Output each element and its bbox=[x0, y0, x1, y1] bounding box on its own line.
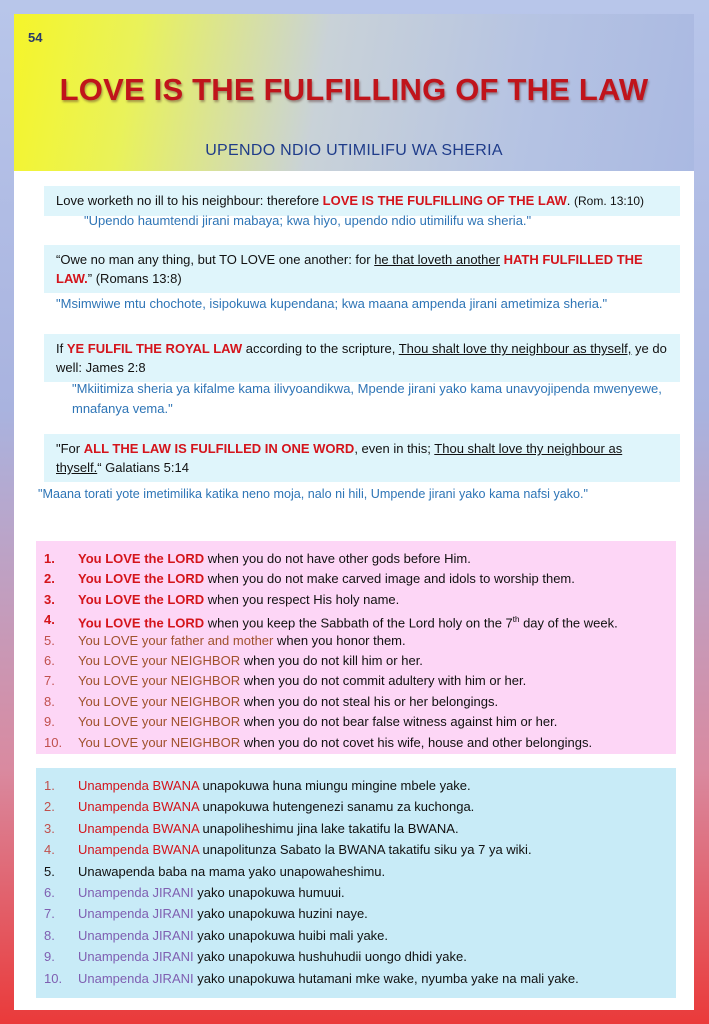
list-keyword: You LOVE your NEIGHBOR bbox=[78, 734, 241, 750]
verse-text: , even in this; bbox=[354, 441, 435, 456]
list-item bbox=[36, 947, 676, 968]
list-number: 5. bbox=[44, 632, 55, 648]
verse-text: . bbox=[566, 193, 575, 208]
list-item bbox=[36, 590, 676, 610]
list-item bbox=[36, 651, 676, 671]
list-superscript: th bbox=[512, 615, 520, 625]
list-text: when you do not kill him or her. bbox=[240, 652, 423, 668]
list-text: day of the week. bbox=[519, 615, 618, 631]
list-keyword: You LOVE the LORD bbox=[78, 591, 205, 607]
verse-box-4 bbox=[44, 434, 680, 482]
list-number: 9. bbox=[44, 949, 55, 965]
verse-text: “Owe no man any thing, but TO LOVE one another: for bbox=[56, 252, 375, 267]
verse-text: “ Galatians 5:14 bbox=[97, 460, 189, 475]
list-item bbox=[36, 671, 676, 691]
list-item bbox=[36, 692, 676, 712]
list-keyword: You LOVE the LORD bbox=[78, 615, 205, 631]
list-keyword: You LOVE your NEIGHBOR bbox=[78, 652, 241, 668]
list-number: 10. bbox=[44, 734, 63, 750]
verse-underlined: Thou shalt love thy neighbour as thyself. bbox=[56, 441, 623, 475]
list-text: when you do not commit adultery with him or her. bbox=[240, 673, 527, 689]
list-item bbox=[36, 569, 676, 589]
verse-translation-4: "Maana torati yote imetimilika katika neno moja, nalo ni hili, Umpende jirani yako kama nafsi yako." bbox=[38, 487, 589, 501]
list-keyword: Unampenda BWANA bbox=[78, 820, 199, 836]
verse-highlight: YE FULFIL THE ROYAL LAW bbox=[66, 341, 243, 356]
list-number: 8. bbox=[44, 693, 55, 709]
list-item bbox=[36, 883, 676, 904]
verse-text: Love worketh no ill to his neighbour: therefore bbox=[56, 193, 323, 208]
verse-text: ” (Romans 13:8) bbox=[87, 271, 182, 286]
list-item bbox=[36, 610, 676, 630]
verse-underlined: he that loveth another bbox=[374, 252, 500, 267]
list-text: yako unapokuwa huzini naye. bbox=[193, 906, 368, 922]
list-item bbox=[36, 776, 676, 797]
list-text: when you respect His holy name. bbox=[204, 591, 400, 607]
page-title: LOVE IS THE FULFILLING OF THE LAW bbox=[59, 72, 649, 107]
verse-highlight: ALL THE LAW IS FULFILLED IN ONE WORD bbox=[83, 441, 355, 456]
list-number: 2. bbox=[44, 799, 55, 815]
list-item bbox=[36, 969, 676, 990]
list-keyword: Unampenda JIRANI bbox=[78, 927, 194, 943]
list-number: 7. bbox=[44, 673, 55, 689]
verse-reference: (Rom. 13:10) bbox=[574, 194, 645, 208]
swahili-commandments-list bbox=[36, 768, 676, 998]
verse-text: "For bbox=[56, 441, 84, 456]
list-item bbox=[36, 712, 676, 732]
list-number: 4. bbox=[44, 612, 55, 628]
list-text: yako unapokuwa hutamani mke wake, nyumba yake na mali yake. bbox=[193, 970, 579, 986]
list-keyword: Unampenda JIRANI bbox=[78, 949, 194, 965]
verse-translation-3: "Mkiitimiza sheria ya kifalme kama ilivyoandikwa, Mpende jirani yako kama unavyojipenda mwenyewe, mnafanya vema." bbox=[72, 381, 662, 416]
list-text: unapokuwa hutengenezi sanamu za kuchonga. bbox=[198, 799, 475, 815]
list-keyword: Unampenda JIRANI bbox=[78, 906, 194, 922]
list-number: 5. bbox=[44, 863, 55, 879]
list-keyword: You LOVE the LORD bbox=[78, 571, 205, 587]
verse-box-3 bbox=[44, 334, 680, 382]
list-item bbox=[36, 904, 676, 925]
list-number: 3. bbox=[44, 820, 55, 836]
list-keyword: You LOVE the LORD bbox=[78, 551, 205, 566]
list-number: 7. bbox=[44, 906, 55, 922]
list-text: when you do not have other gods before Him. bbox=[204, 551, 471, 566]
list-item bbox=[36, 631, 676, 651]
list-keyword: You LOVE your NEIGHBOR bbox=[78, 693, 241, 709]
list-number: 1. bbox=[44, 551, 55, 566]
list-number: 3. bbox=[44, 591, 55, 607]
english-commandments-list bbox=[36, 541, 676, 754]
list-text: when you do not covet his wife, house and other belongings. bbox=[240, 734, 593, 750]
list-text: yako unapokuwa hushuhudii uongo dhidi yake. bbox=[193, 949, 467, 965]
verse-translation-1: "Upendo haumtendi jirani mabaya; kwa hiyo, upendo ndio utimilifu wa sheria." bbox=[84, 213, 532, 228]
list-number: 6. bbox=[44, 884, 55, 900]
list-number: 8. bbox=[44, 927, 55, 943]
verse-highlight: HATH FULFILLED THE LAW. bbox=[56, 252, 643, 286]
list-keyword: You LOVE your father and mother bbox=[78, 632, 274, 648]
list-text: Unawapenda baba na mama yako unapowaheshimu. bbox=[78, 863, 386, 879]
list-text: when you do not bear false witness against him or her. bbox=[240, 714, 558, 730]
verse-text: according to the scripture, bbox=[242, 341, 399, 356]
list-keyword: Unampenda BWANA bbox=[78, 778, 199, 793]
list-number: 9. bbox=[44, 714, 55, 730]
verse-box-2 bbox=[44, 245, 680, 293]
list-number: 1. bbox=[44, 778, 55, 793]
list-text: unapoliheshimu jina lake takatifu la BWANA. bbox=[198, 820, 459, 836]
verse-translation-2: "Msimwiwe mtu chochote, isipokuwa kupendana; kwa maana ampenda jirani ametimiza sheria." bbox=[56, 296, 608, 311]
list-keyword: Unampenda JIRANI bbox=[78, 970, 194, 986]
verse-text: If bbox=[56, 341, 67, 356]
list-item bbox=[36, 926, 676, 947]
list-text: when you keep the Sabbath of the Lord holy on the 7 bbox=[204, 615, 513, 631]
document-page bbox=[14, 14, 694, 1010]
page-number: 54 bbox=[28, 30, 43, 45]
verse-text: ye do well: James 2:8 bbox=[56, 341, 667, 375]
list-keyword: You LOVE your NEIGHBOR bbox=[78, 714, 241, 730]
list-keyword: Unampenda BWANA bbox=[78, 842, 199, 858]
list-number: 2. bbox=[44, 571, 55, 587]
list-keyword: Unampenda JIRANI bbox=[78, 884, 194, 900]
list-number: 6. bbox=[44, 652, 55, 668]
list-item bbox=[36, 840, 676, 861]
verse-highlight: LOVE IS THE FULFILLING OF THE LAW bbox=[322, 193, 567, 208]
list-text: unapokuwa huna miungu mingine mbele yake. bbox=[198, 778, 471, 793]
list-text: yako unapokuwa humuui. bbox=[193, 884, 345, 900]
list-text: when you honor them. bbox=[273, 632, 406, 648]
header-banner bbox=[14, 14, 694, 171]
list-item bbox=[36, 862, 676, 883]
list-keyword: You LOVE your NEIGHBOR bbox=[78, 673, 241, 689]
verse-underlined: Thou shalt love thy neighbour as thyself, bbox=[398, 341, 632, 356]
list-text: when you do not make carved image and idols to worship them. bbox=[204, 571, 575, 587]
list-text: when you do not steal his or her belongings. bbox=[240, 693, 499, 709]
list-item bbox=[36, 549, 676, 569]
page-subtitle: UPENDO NDIO UTIMILIFU WA SHERIA bbox=[205, 142, 503, 159]
list-text: unapolitunza Sabato la BWANA takatifu siku ya 7 ya wiki. bbox=[198, 842, 532, 858]
list-item bbox=[36, 797, 676, 818]
list-number: 10. bbox=[44, 970, 63, 986]
list-item bbox=[36, 733, 676, 753]
list-item bbox=[36, 819, 676, 840]
list-number: 4. bbox=[44, 842, 55, 858]
list-keyword: Unampenda BWANA bbox=[78, 799, 199, 815]
list-text: yako unapokuwa huibi mali yake. bbox=[193, 927, 389, 943]
